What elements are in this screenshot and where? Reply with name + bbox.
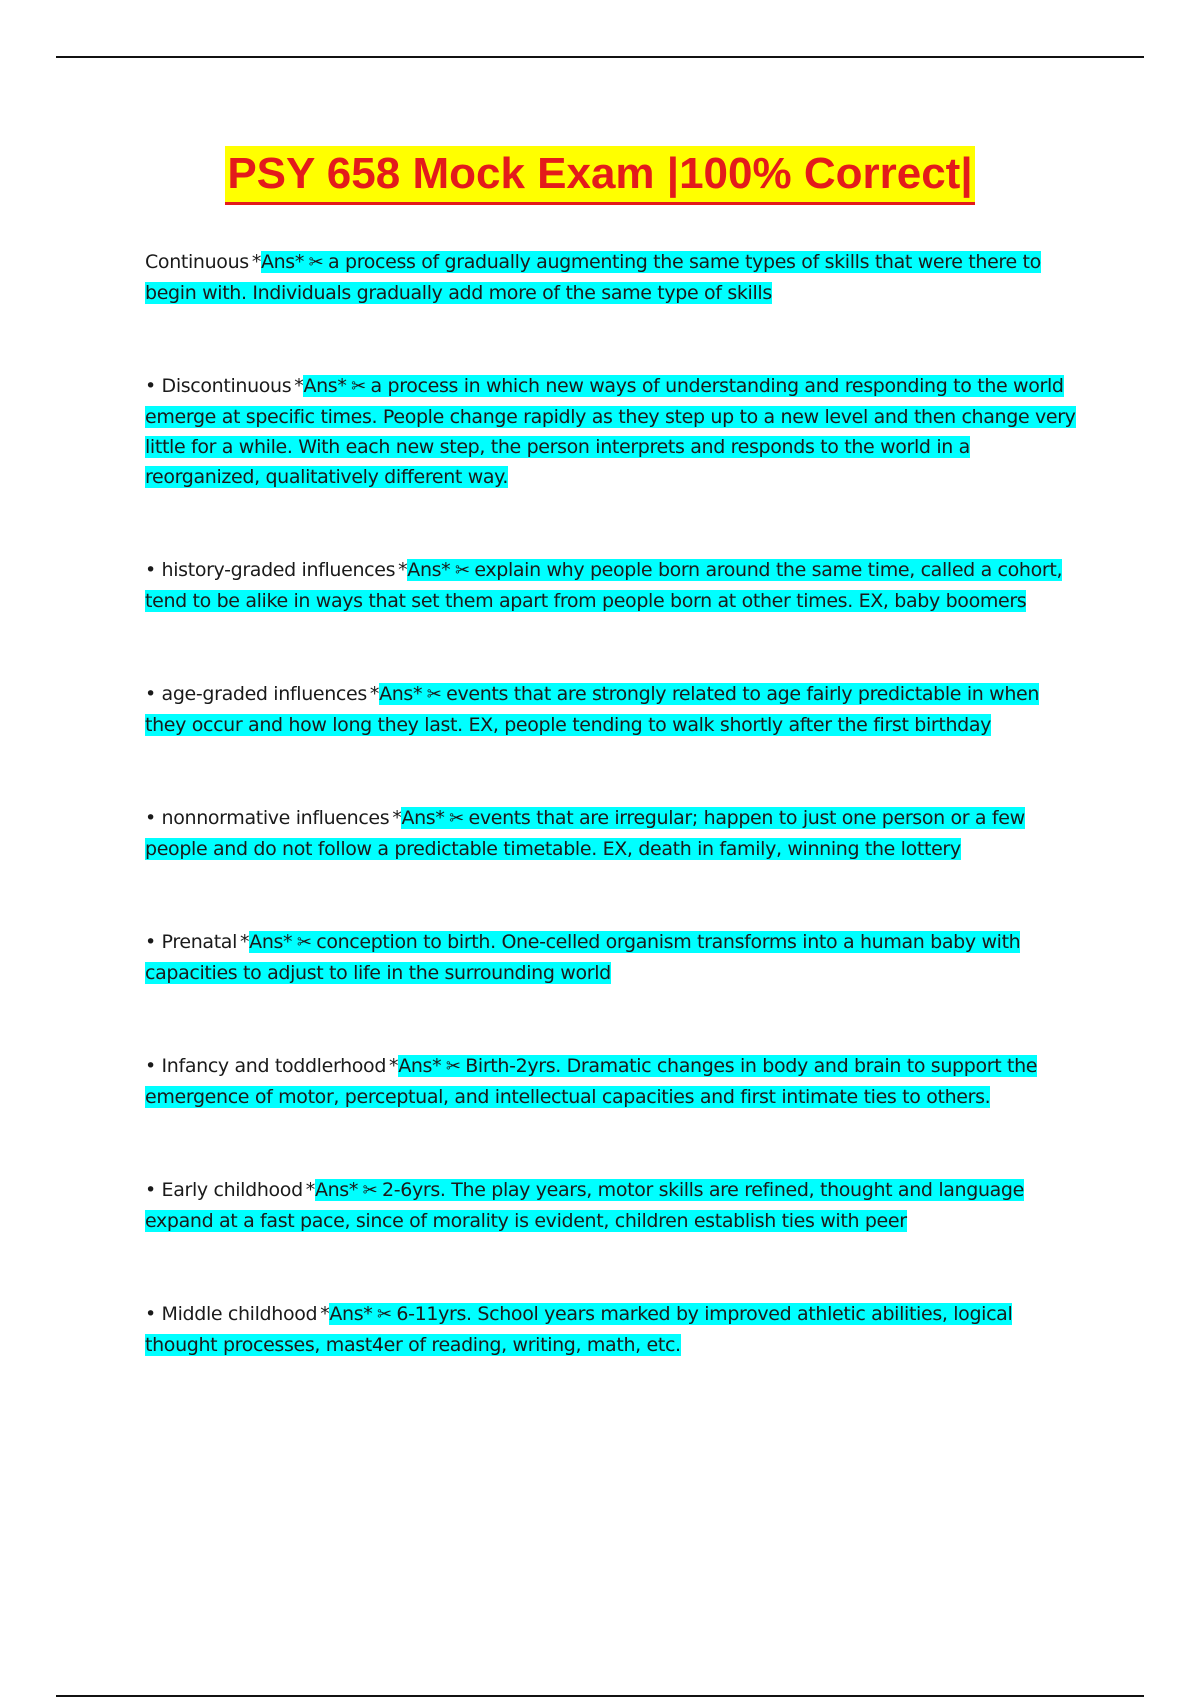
scissor-arrow-icon: ✂ [454,560,470,581]
scissor-arrow-icon: ✂ [449,808,464,829]
top-rule [56,56,1144,58]
scissor-arrow-icon: ✂ [308,252,324,273]
term-label: • Discontinuous [145,375,292,397]
qa-entry [145,1051,1085,1112]
definition-text: explain why people born around the same time, called a cohort, tend to be alike in ways that set them apart from people born at other times. EX, baby boomers [145,559,1063,612]
definition-text: Birth-2yrs. Dramatic changes in body and brain to support the emergence of motor, perceptual, and intellectual capacities and first intimate ties to others. [145,1055,1038,1108]
answer-prefix: * [369,683,380,705]
answer-marker: Ans* [303,375,347,397]
scissor-arrow-icon: ✂ [445,1056,461,1077]
scissor-arrow-icon: ✂ [362,1180,378,1201]
scissor-arrow-icon: ✂ [296,932,312,953]
definition-text: a process in which new ways of understanding and responding to the world emerge at specific times. People change rapidly as they step up to a new level and then change very little for a while. With each new step, the person interprets and responds to the world in a reorganized, qualitatively different way. [145,375,1076,488]
scissor-arrow-icon: ✂ [426,684,442,705]
answer-marker: Ans* [260,251,305,273]
answer-marker: Ans* [407,559,451,581]
scissor-arrow-icon: ✂ [377,1304,392,1325]
definition-text: events that are strongly related to age fairly predictable in when they occur and how long they last. EX, people tending to walk shortly after the first birthday [145,683,1040,736]
qa-entry [145,371,1085,492]
term-label: • nonnormative influences [145,807,390,829]
answer-highlight [145,931,1020,984]
scissor-arrow-icon: ✂ [351,376,366,397]
qa-list [145,247,1085,1423]
answer-prefix: * [240,931,250,953]
answer-marker: Ans* [401,807,445,829]
qa-entry [145,803,1085,864]
qa-entry [145,247,1085,308]
qa-entry [145,1299,1085,1360]
answer-marker: Ans* [398,1055,442,1077]
title-block [0,146,1200,205]
definition-text: 6-11yrs. School years marked by improved athletic abilities, logical thought processes, mast4er of reading, writing, math, etc. [145,1303,1013,1356]
term-label: • Middle childhood [145,1303,318,1325]
answer-prefix: * [389,1055,399,1077]
answer-marker: Ans* [249,931,293,953]
definition-text: conception to birth. One-celled organism transforms into a human baby with capacities to adjust to life in the surrounding world [145,931,1021,984]
qa-entry [145,1175,1085,1236]
answer-prefix: * [398,559,408,581]
term-label: • Early childhood [145,1179,303,1201]
bottom-rule [56,1695,1144,1697]
term-label: • Prenatal [145,931,238,953]
answer-marker: Ans* [329,1303,373,1325]
definition-text: a process of gradually augmenting the same types of skills that were there to begin with. Individuals gradually add more of the same type of skills [145,251,1041,304]
definition-text: 2-6yrs. The play years, motor skills are refined, thought and language expand at a fast pace, since of morality is evident, children establish ties with peer [145,1179,1024,1232]
answer-prefix: * [294,375,304,397]
term-label: Continuous [145,251,249,273]
qa-entry [145,679,1085,740]
answer-marker: Ans* [314,1179,358,1201]
answer-marker: Ans* [379,683,423,705]
answer-prefix: * [305,1179,315,1201]
answer-prefix: * [320,1303,330,1325]
definition-text: events that are irregular; happen to just one person or a few people and do not follow a predictable timetable. EX, death in family, winning the lottery [145,807,1025,860]
qa-entry [145,555,1085,616]
term-label: • Infancy and toddlerhood [145,1055,387,1077]
answer-prefix: * [251,251,261,273]
answer-highlight [145,251,1041,304]
page-title: PSY 658 Mock Exam |100% Correct| [225,146,974,205]
answer-prefix: * [392,807,402,829]
qa-entry [145,927,1085,988]
term-label: • history-graded influences [145,559,396,581]
term-label: • age-graded influences [145,683,367,705]
